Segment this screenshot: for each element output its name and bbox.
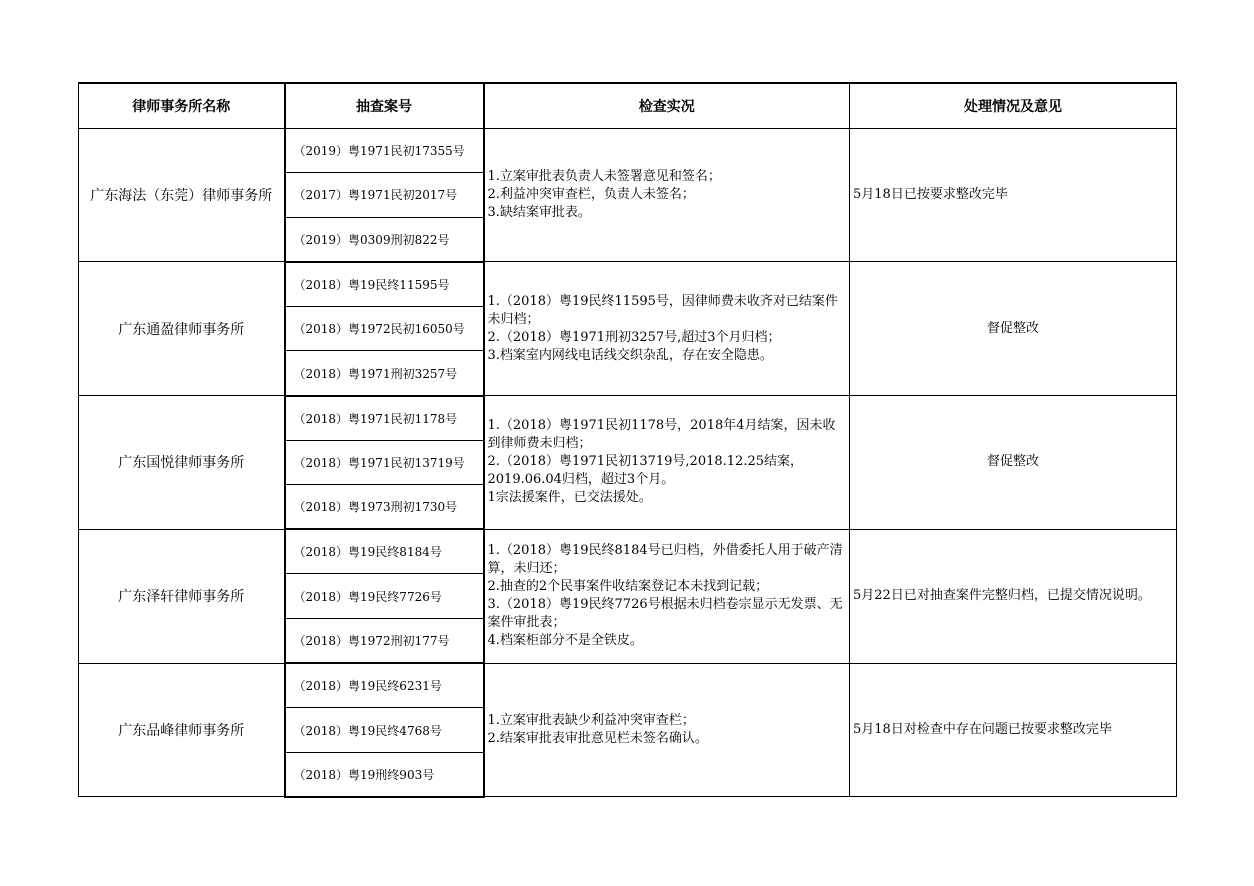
case-number-cell: （2018）粤1971民初1178号 [285, 396, 484, 441]
finding-line: 1.（2018）粤19民终8184号已归档，外借委托人用于破产清算，未归还； [487, 543, 843, 577]
result-cell: 5月18日已按要求整改完毕 [850, 128, 1177, 262]
finding-line: 3.（2018）粤19民终7726号根据未归档卷宗显示无发票、无案件审批表； [487, 597, 843, 631]
table-row [79, 663, 1177, 708]
header-case-number: 抽查案号 [285, 83, 484, 128]
table-row [79, 396, 1177, 441]
finding-line: 4.档案柜部分不是全铁皮。 [487, 633, 643, 649]
header-firm-name: 律师事务所名称 [79, 83, 285, 128]
findings-cell [484, 396, 850, 530]
case-number-cell: （2018）粤1972刑初177号 [285, 619, 484, 664]
header-result: 处理情况及意见 [850, 83, 1177, 128]
case-number-cell: （2018）粤19刑终903号 [285, 752, 484, 797]
result-cell: 督促整改 [850, 396, 1177, 530]
findings-cell [484, 663, 850, 797]
firm-name-cell: 广东品峰律师事务所 [79, 663, 285, 797]
case-number-cell: （2018）粤1972民初16050号 [285, 306, 484, 351]
firm-name-cell: 广东通盈律师事务所 [79, 262, 285, 396]
finding-line: 1宗法援案件，已交法援处。 [487, 490, 652, 506]
finding-line: 3.缺结案审批表。 [487, 204, 591, 220]
findings-cell [484, 262, 850, 396]
finding-line: 2.（2018）粤1971刑初3257号,超过3个月归档； [487, 329, 781, 345]
findings-cell [484, 128, 850, 262]
case-number-cell: （2018）粤1971刑初3257号 [285, 351, 484, 396]
case-number-cell: （2017）粤1971民初2017号 [285, 173, 484, 218]
inspection-table [78, 82, 1177, 798]
header-findings: 检查实况 [484, 83, 850, 128]
case-number-cell: （2018）粤19民终7726号 [285, 574, 484, 619]
finding-line: 2.抽查的2个民事案件收结案登记本未找到记载； [487, 579, 769, 595]
header-row [79, 83, 1177, 128]
firm-name-cell: 广东海法（东莞）律师事务所 [79, 128, 285, 262]
firm-name-cell: 广东泽轩律师事务所 [79, 529, 285, 663]
findings-cell [484, 529, 850, 663]
finding-line: 2.（2018）粤1971民初13719号,2018.12.25结案，2019.06.04归档，超过3个月。 [487, 454, 803, 488]
finding-line: 1.立案审批表缺少利益冲突审查栏； [487, 713, 695, 729]
table-row [79, 262, 1177, 307]
finding-line: 1.（2018）粤1971民初1178号，2018年4月结案，因未收到律师费未归档； [487, 418, 836, 452]
table-row [79, 128, 1177, 173]
firm-name-cell: 广东国悦律师事务所 [79, 396, 285, 530]
finding-line: 1.（2018）粤19民终11595号，因律师费未收齐对已结案件未归档； [487, 293, 838, 327]
case-number-cell: （2018）粤19民终4768号 [285, 708, 484, 753]
result-cell: 5月22日已对抽查案件完整归档，已提交情况说明。 [850, 529, 1177, 663]
result-cell: 5月18日对检查中存在问题已按要求整改完毕 [850, 663, 1177, 797]
finding-line: 2.利益冲突审查栏，负责人未签名； [487, 186, 695, 202]
finding-line: 3.档案室内网线电话线交织杂乱，存在安全隐患。 [487, 347, 773, 363]
case-number-cell: （2019）粤0309刑初822号 [285, 217, 484, 262]
case-number-cell: （2018）粤1973刑初1730号 [285, 485, 484, 530]
table-row [79, 529, 1177, 574]
finding-line: 2.结案审批表审批意见栏未签名确认。 [487, 731, 708, 747]
case-number-cell: （2019）粤1971民初17355号 [285, 128, 484, 173]
case-number-cell: （2018）粤19民终8184号 [285, 529, 484, 574]
case-number-cell: （2018）粤1971民初13719号 [285, 440, 484, 485]
case-number-cell: （2018）粤19民终11595号 [285, 262, 484, 307]
case-number-cell: （2018）粤19民终6231号 [285, 663, 484, 708]
result-cell: 督促整改 [850, 262, 1177, 396]
finding-line: 1.立案审批表负责人未签署意见和签名； [487, 168, 721, 184]
